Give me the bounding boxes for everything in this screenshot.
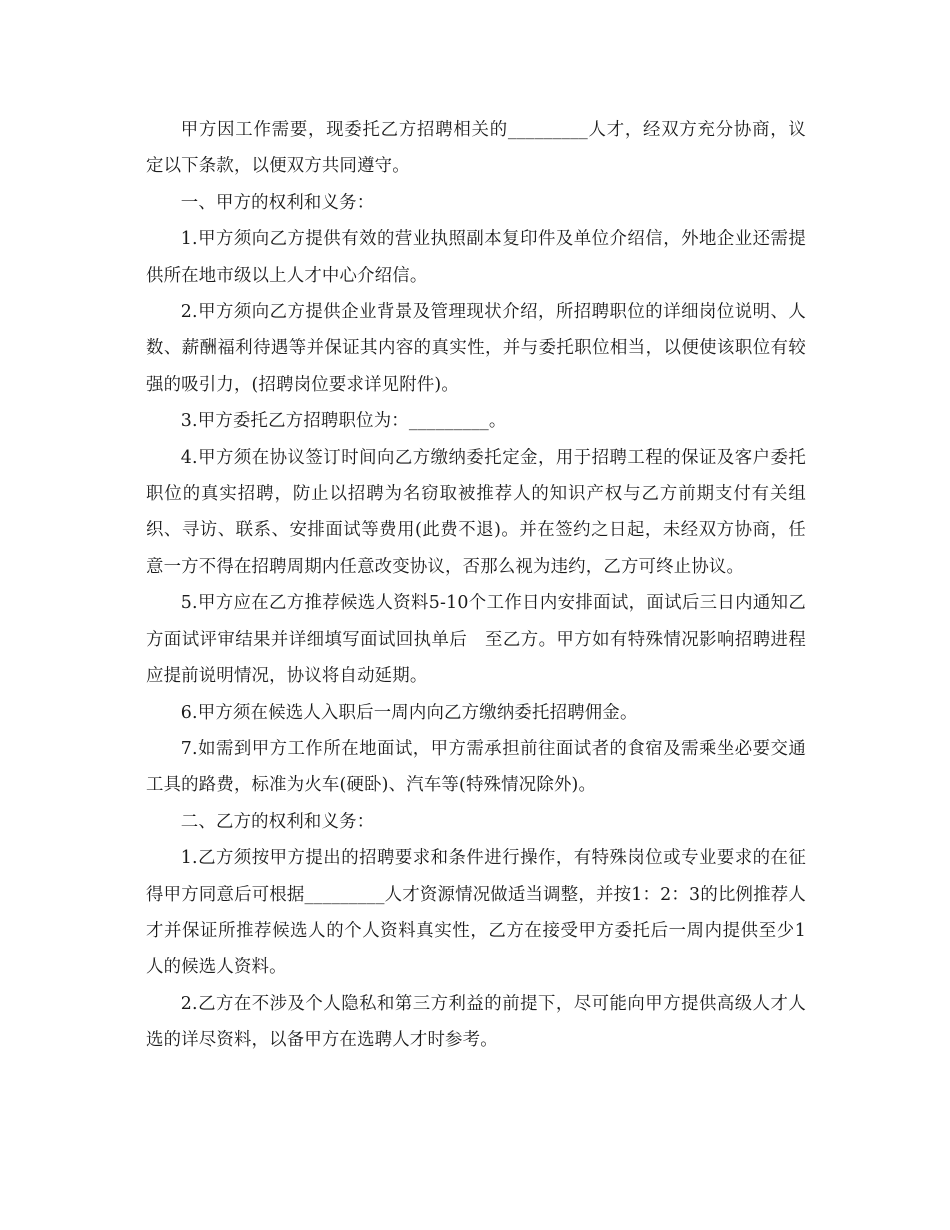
- clause-b-1: 1.乙方须按甲方提出的招聘要求和条件进行操作，有特殊岗位或专业要求的在征得甲方同意后可根据_________人才资源情况做适当调整，并按1：2：3的比例推荐人才并保证所推荐候选人的个人资料真实性，乙方在接受甲方委托后一周内提供至少1人的候选人资料。: [146, 848, 806, 978]
- document-page: [146, 112, 806, 1059]
- clause-a-3: 3.甲方委托乙方招聘职位为：_________。: [180, 411, 507, 432]
- clause-a-4: 4.甲方须在协议签订时间向乙方缴纳委托定金，用于招聘工程的保证及客户委托职位的真实招聘，防止以招聘为名窃取被推荐人的知识产权与乙方前期支付有关组织、寻访、联系、安排面试等费用(此费不退)。并在签约之日起，未经双方协商，任意一方不得在招聘周期内任意改变协议，否那么视为违约，乙方可终止协议。: [146, 447, 806, 577]
- clause-a-5: 5.甲方应在乙方推荐候选人资料5-10个工作日内安排面试，面试后三日内通知乙方面试评审结果并详细填写面试回执单后 至乙方。甲方如有特殊情况影响招聘进程应提前说明情况，协议将自动延期。: [146, 593, 806, 687]
- clause-a-1: 1.甲方须向乙方提供有效的营业执照副本复印件及单位介绍信，外地企业还需提供所在地市级以上人才中心介绍信。: [146, 229, 806, 286]
- clause-a-6: 6.甲方须在候选人入职后一周内向乙方缴纳委托招聘佣金。: [180, 702, 638, 723]
- section-heading-party-a: 一、甲方的权利和义务：: [180, 192, 375, 213]
- section-heading-party-b: 二、乙方的权利和义务：: [180, 811, 375, 832]
- clause-a-2: 2.甲方须向乙方提供企业背景及管理现状介绍，所招聘职位的详细岗位说明、人数、薪酬福利待遇等并保证其内容的真实性，并与委托职位相当，以便使该职位有较强的吸引力，(招聘岗位要求详见附件)。: [146, 302, 806, 395]
- clause-a-7: 7.如需到甲方工作所在地面试，甲方需承担前往面试者的食宿及需乘坐必要交通工具的路费，标准为火车(硬卧)、汽车等(特殊情况除外)。: [146, 738, 806, 796]
- paragraph-intro: 甲方因工作需要，现委托乙方招聘相关的_________人才，经双方充分协商，议定以下条款，以便双方共同遵守。: [146, 120, 806, 177]
- clause-b-2: 2.乙方在不涉及个人隐私和第三方利益的前提下，尽可能向甲方提供高级人才人选的详尽资料，以备甲方在选聘人才时参考。: [146, 993, 806, 1051]
